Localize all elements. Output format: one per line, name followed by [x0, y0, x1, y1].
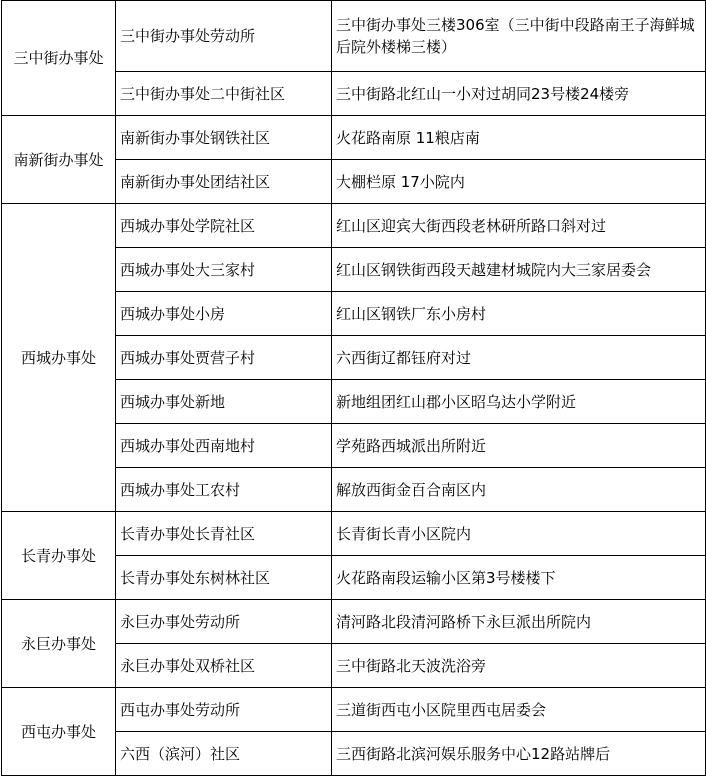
office-name-cell: 南新街办事处: [2, 116, 116, 204]
unit-name-cell: 西城办事处大三家村: [116, 248, 332, 292]
unit-name-cell: 永巨办事处劳动所: [116, 600, 332, 644]
table-row: [2, 600, 706, 644]
unit-name-cell: 西城办事处学院社区: [116, 204, 332, 248]
unit-name-cell: 西城办事处小房: [116, 292, 332, 336]
table-row: [2, 116, 706, 160]
unit-name-cell: 西城办事处西南地村: [116, 424, 332, 468]
office-name-cell: 三中街办事处: [2, 1, 116, 116]
address-cell: 六西街辽都钰府对过: [332, 336, 706, 380]
office-name-cell: 西城办事处: [2, 204, 116, 512]
unit-name-cell: 西屯办事处劳动所: [116, 688, 332, 732]
unit-name-cell: 南新街办事处钢铁社区: [116, 116, 332, 160]
address-cell: 新地组团红山郡小区昭乌达小学附近: [332, 380, 706, 424]
address-cell: 红山区钢铁街西段天越建材城院内大三家居委会: [332, 248, 706, 292]
table-row: [2, 1, 706, 72]
office-name-cell: 永巨办事处: [2, 600, 116, 688]
address-cell: 三中街路北天波洗浴旁: [332, 644, 706, 688]
office-address-table: [1, 0, 706, 776]
address-cell: 解放西街金百合南区内: [332, 468, 706, 512]
unit-name-cell: 三中街办事处二中街社区: [116, 72, 332, 116]
unit-name-cell: 西城办事处新地: [116, 380, 332, 424]
office-name-cell: 长青办事处: [2, 512, 116, 600]
unit-name-cell: 长青办事处长青社区: [116, 512, 332, 556]
address-cell: 三道街西屯小区院里西屯居委会: [332, 688, 706, 732]
address-cell: 三中街路北红山一小对过胡同23号楼24楼旁: [332, 72, 706, 116]
unit-name-cell: 西城办事处工农村: [116, 468, 332, 512]
unit-name-cell: 长青办事处东树林社区: [116, 556, 332, 600]
address-cell: 火花路南原 11粮店南: [332, 116, 706, 160]
table-row: [2, 688, 706, 732]
table-row: [2, 512, 706, 556]
address-cell: 三西街路北滨河娱乐服务中心12路站牌后: [332, 732, 706, 776]
address-cell: 学苑路西城派出所附近: [332, 424, 706, 468]
address-cell: 清河路北段清河路桥下永巨派出所院内: [332, 600, 706, 644]
address-cell: 红山区钢铁厂东小房村: [332, 292, 706, 336]
address-cell: 大棚栏原 17小院内: [332, 160, 706, 204]
address-cell: 火花路南段运输小区第3号楼楼下: [332, 556, 706, 600]
unit-name-cell: 南新街办事处团结社区: [116, 160, 332, 204]
address-cell: 红山区迎宾大街西段老林研所路口斜对过: [332, 204, 706, 248]
unit-name-cell: 永巨办事处双桥社区: [116, 644, 332, 688]
address-cell: 三中街办事处三楼306室（三中街中段路南王子海鲜城后院外楼梯三楼）: [332, 1, 706, 72]
table-row: [2, 204, 706, 248]
office-name-cell: 西屯办事处: [2, 688, 116, 776]
table-body: [2, 1, 706, 776]
unit-name-cell: 三中街办事处劳动所: [116, 1, 332, 72]
address-cell: 长青街长青小区院内: [332, 512, 706, 556]
unit-name-cell: 西城办事处贾营子村: [116, 336, 332, 380]
unit-name-cell: 六西（滨河）社区: [116, 732, 332, 776]
